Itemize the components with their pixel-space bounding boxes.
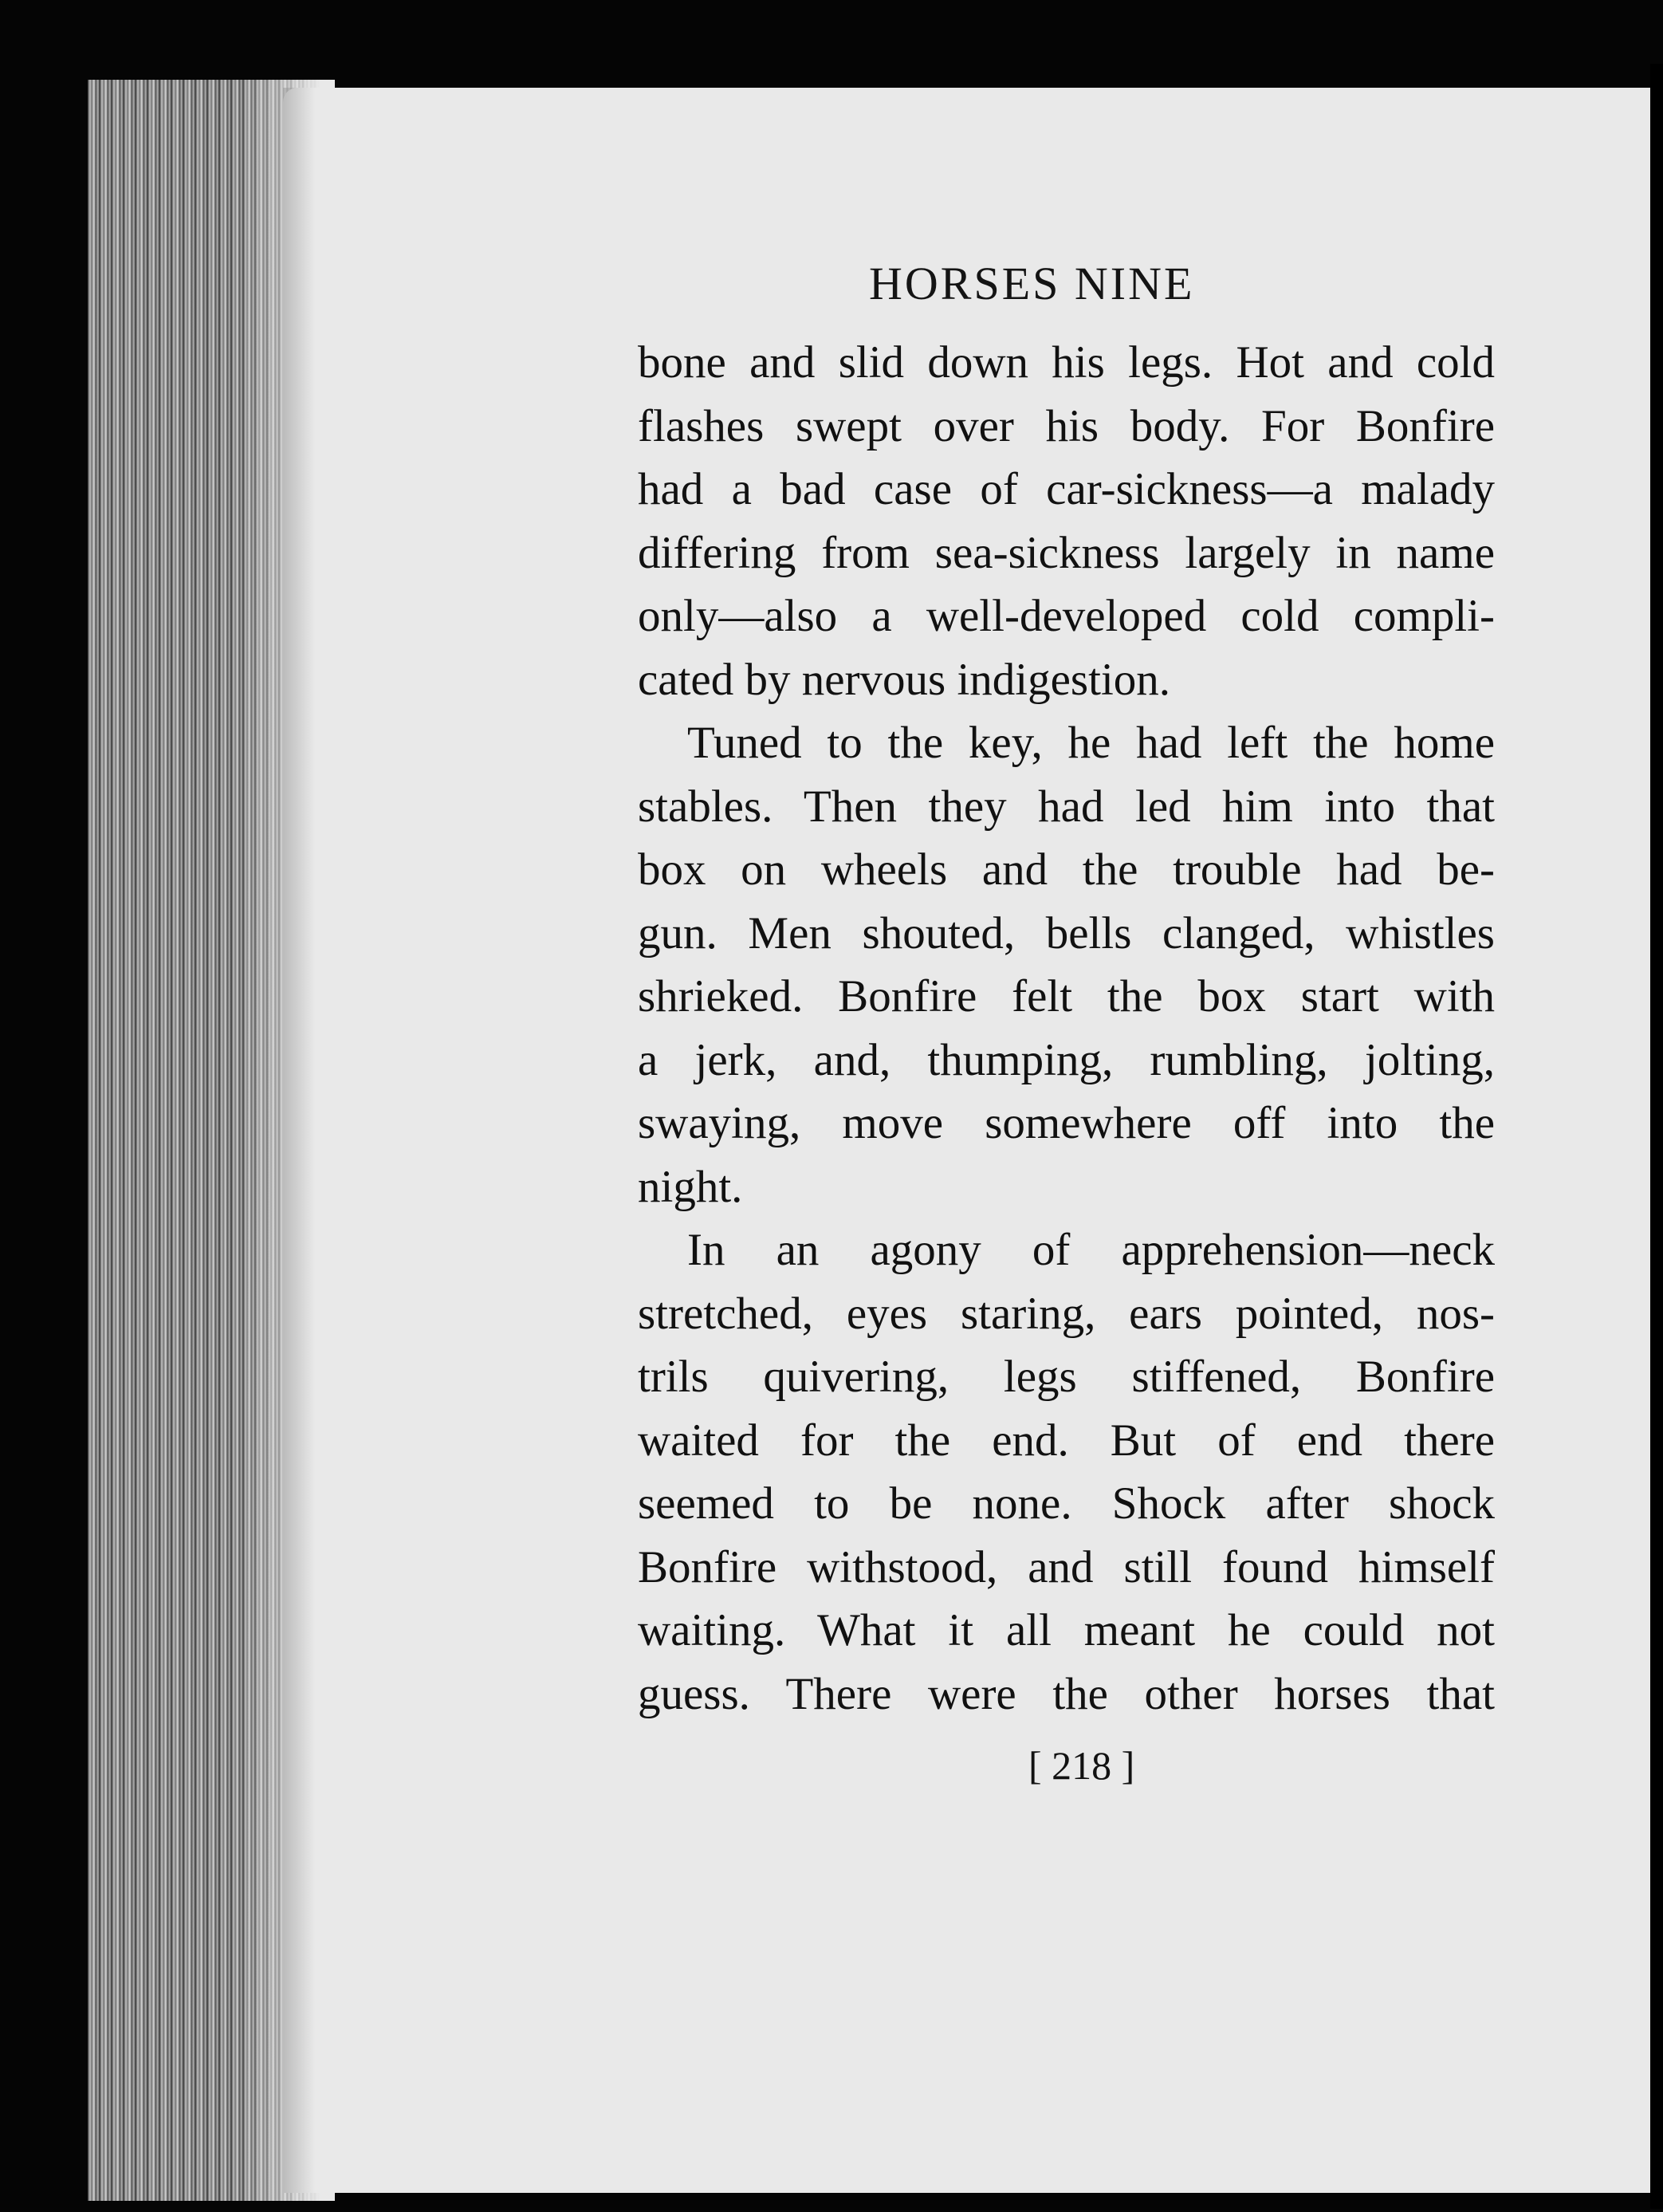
text-line: trils quivering, legs stiffened, Bonfire bbox=[638, 1352, 1495, 1402]
text-line: had a bad case of car-sickness—a malady bbox=[638, 464, 1495, 514]
text-line: In an agony of apprehension—neck bbox=[687, 1225, 1495, 1275]
text-line: stables. Then they had led him into that bbox=[638, 781, 1495, 832]
text-line: Bonfire withstood, and still found himself bbox=[638, 1541, 1495, 1592]
text-line: stretched, eyes staring, ears pointed, nos- bbox=[638, 1288, 1495, 1339]
text-line: a jerk, and, thumping, rumbling, jolting, bbox=[638, 1034, 1495, 1085]
text-line: night. bbox=[638, 1161, 743, 1212]
text-line: shrieked. Bonfire felt the box start with bbox=[638, 971, 1495, 1021]
text-line: differing from sea-sickness largely in name bbox=[638, 527, 1495, 578]
text-line: waiting. What it all meant he could not bbox=[638, 1605, 1495, 1655]
text-line: flashes swept over his body. For Bonfire bbox=[638, 400, 1495, 451]
right-binding-edge bbox=[1650, 64, 1663, 2209]
text-line: gun. Men shouted, bells clanged, whistles bbox=[638, 907, 1495, 958]
text-line: waited for the end. But of end there bbox=[638, 1415, 1495, 1466]
page-gutter-shadow bbox=[283, 88, 315, 2193]
text-line: Tuned to the key, he had left the home bbox=[687, 718, 1495, 768]
running-head: HORSES NINE bbox=[869, 258, 1195, 309]
text-line: bone and slid down his legs. Hot and cold bbox=[638, 337, 1495, 388]
text-line: only—also a well-developed cold compli- bbox=[638, 591, 1495, 641]
text-line: box on wheels and the trouble had be- bbox=[638, 844, 1495, 895]
text-line: seemed to be none. Shock after shock bbox=[638, 1478, 1495, 1529]
text-line: cated by nervous indigestion. bbox=[638, 654, 1171, 705]
text-line: swaying, move somewhere off into the bbox=[638, 1098, 1495, 1148]
body-text bbox=[638, 331, 1495, 1726]
page-number: [ 218 ] bbox=[1028, 1743, 1135, 1788]
text-line: guess. There were the other horses that bbox=[638, 1668, 1495, 1719]
